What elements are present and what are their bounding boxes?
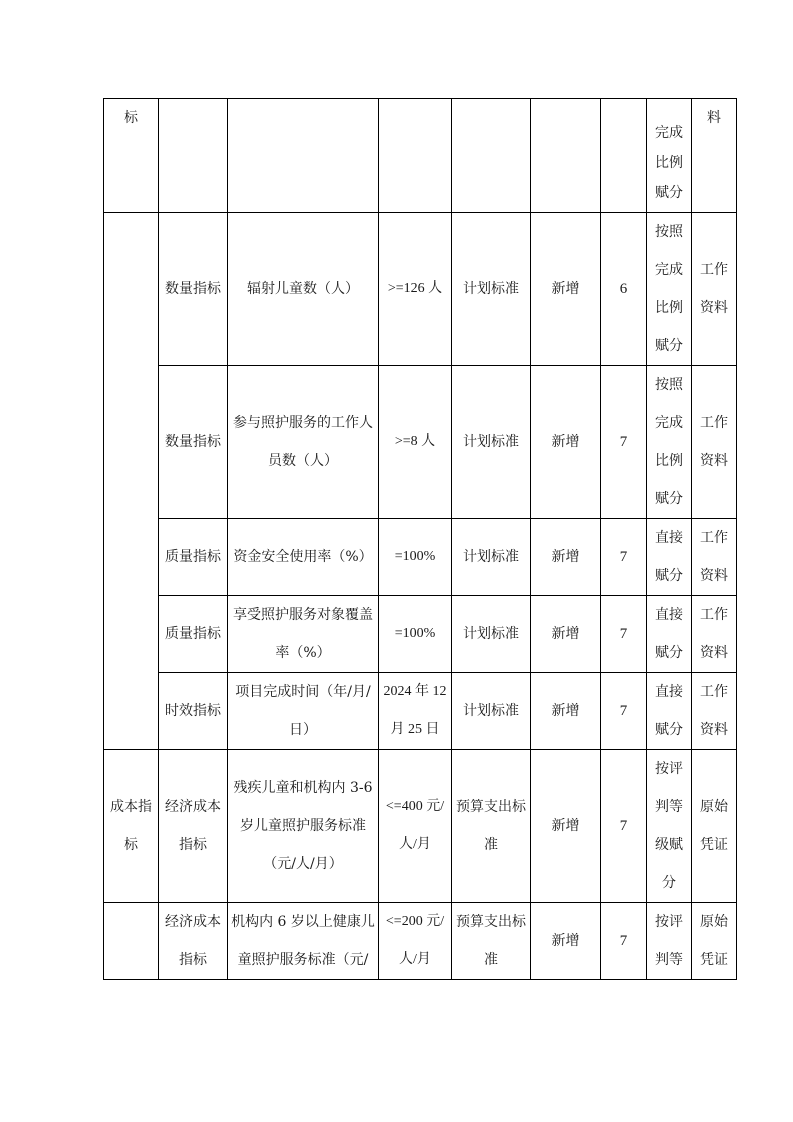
method-line: 赋分	[655, 338, 683, 354]
standard-cell: 预算支出标准	[452, 903, 531, 980]
score-cell: 7	[601, 366, 647, 519]
method-line: 完成	[655, 262, 683, 278]
table-row	[104, 213, 737, 366]
source-cell: 原始凭证	[692, 750, 737, 903]
method-line: 按照	[655, 377, 683, 393]
method-line: 按评	[655, 914, 683, 930]
method-cell	[647, 750, 692, 903]
standard-cell: 计划标准	[452, 366, 531, 519]
table-row	[104, 99, 737, 213]
category-cell: 成本指标	[104, 750, 159, 903]
method-line: 直接	[655, 684, 683, 700]
source-cell: 工作资料	[692, 366, 737, 519]
table-row	[104, 366, 737, 519]
type-cell: 新增	[531, 213, 601, 366]
score-cell	[601, 99, 647, 213]
method-line: 比例	[655, 300, 683, 316]
standard-cell: 计划标准	[452, 596, 531, 673]
type-cell: 新增	[531, 596, 601, 673]
target-cell: >=126 人	[379, 213, 452, 366]
method-cell	[647, 366, 692, 519]
category-cell: 标	[104, 99, 159, 213]
method-cell	[647, 213, 692, 366]
indicator-cell: 项目完成时间（年/月/日）	[228, 673, 379, 750]
score-cell: 6	[601, 213, 647, 366]
indicator-cell: 辐射儿童数（人）	[228, 213, 379, 366]
table-row	[104, 596, 737, 673]
category-cell	[104, 903, 159, 980]
method-line: 比例	[655, 453, 683, 469]
method-line: 直接	[655, 530, 683, 546]
method-line: 按评	[655, 761, 683, 777]
standard-cell	[452, 99, 531, 213]
indicator-cell: 参与照护服务的工作人员数（人）	[228, 366, 379, 519]
method-cell	[647, 596, 692, 673]
type-cell: 新增	[531, 519, 601, 596]
indicator-cell: 资金安全使用率（%）	[228, 519, 379, 596]
source-cell: 工作资料	[692, 519, 737, 596]
subcategory-cell: 质量指标	[159, 519, 228, 596]
source-cell: 原始凭证	[692, 903, 737, 980]
method-cell	[647, 99, 692, 213]
method-line	[649, 99, 689, 118]
method-line: 完成	[655, 415, 683, 431]
method-cell	[647, 673, 692, 750]
method-line: 判等	[655, 799, 683, 815]
method-line: 比例	[655, 155, 683, 171]
performance-indicator-table	[103, 98, 737, 980]
type-cell: 新增	[531, 903, 601, 980]
method-line: 判等	[655, 952, 683, 968]
type-cell: 新增	[531, 750, 601, 903]
method-line: 赋分	[655, 568, 683, 584]
standard-cell: 计划标准	[452, 519, 531, 596]
standard-cell: 预算支出标准	[452, 750, 531, 903]
score-cell: 7	[601, 673, 647, 750]
subcategory-cell: 经济成本指标	[159, 750, 228, 903]
method-line: 赋分	[655, 722, 683, 738]
source-cell: 工作资料	[692, 673, 737, 750]
target-cell: =100%	[379, 519, 452, 596]
method-line: 直接	[655, 607, 683, 623]
method-cell	[647, 519, 692, 596]
type-cell: 新增	[531, 366, 601, 519]
target-cell: >=8 人	[379, 366, 452, 519]
method-line: 完成	[655, 125, 683, 141]
table-row	[104, 750, 737, 903]
method-line: 赋分	[655, 491, 683, 507]
standard-cell: 计划标准	[452, 213, 531, 366]
indicator-cell: 残疾儿童和机构内 3-6 岁儿童照护服务标准（元/人/月）	[228, 750, 379, 903]
target-cell: <=200 元/人/月	[379, 903, 452, 980]
source-cell: 工作资料	[692, 213, 737, 366]
method-line: 赋分	[655, 185, 683, 201]
standard-cell: 计划标准	[452, 673, 531, 750]
method-line: 分	[662, 875, 676, 891]
category-cell	[104, 213, 159, 750]
score-cell: 7	[601, 519, 647, 596]
method-line: 赋分	[655, 645, 683, 661]
subcategory-cell: 数量指标	[159, 366, 228, 519]
score-cell: 7	[601, 750, 647, 903]
target-cell: =100%	[379, 596, 452, 673]
subcategory-cell: 数量指标	[159, 213, 228, 366]
method-cell	[647, 903, 692, 980]
source-cell: 工作资料	[692, 596, 737, 673]
indicator-cell: 机构内 6 岁以上健康儿童照护服务标准（元/	[228, 903, 379, 980]
table-row	[104, 673, 737, 750]
type-cell: 新增	[531, 673, 601, 750]
table-row	[104, 903, 737, 980]
subcategory-cell: 经济成本指标	[159, 903, 228, 980]
score-cell: 7	[601, 596, 647, 673]
subcategory-cell	[159, 99, 228, 213]
indicator-cell	[228, 99, 379, 213]
source-cell: 料	[692, 99, 737, 213]
target-cell: <=400 元/人/月	[379, 750, 452, 903]
target-cell	[379, 99, 452, 213]
subcategory-cell: 时效指标	[159, 673, 228, 750]
subcategory-cell: 质量指标	[159, 596, 228, 673]
target-cell: 2024 年 12 月 25 日	[379, 673, 452, 750]
method-line: 级赋	[655, 837, 683, 853]
indicator-cell: 享受照护服务对象覆盖率（%）	[228, 596, 379, 673]
table-row	[104, 519, 737, 596]
score-cell: 7	[601, 903, 647, 980]
type-cell	[531, 99, 601, 213]
method-line: 按照	[655, 224, 683, 240]
